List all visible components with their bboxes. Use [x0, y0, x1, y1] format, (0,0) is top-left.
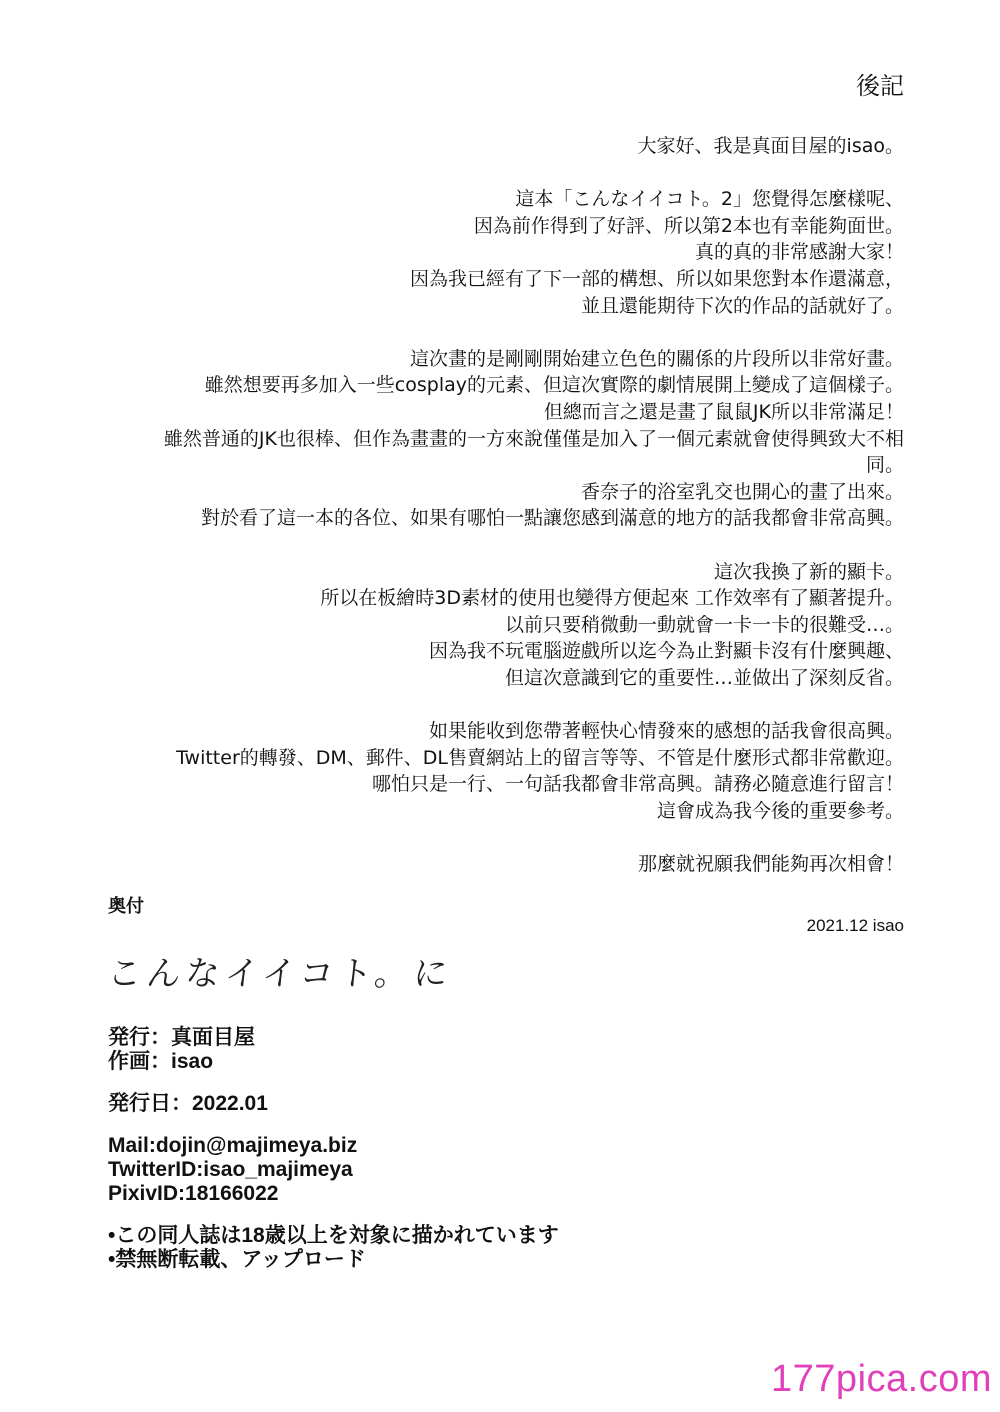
text-line: 哪怕只是一行、一句話我都會非常高興。請務必隨意進行留言！	[371, 773, 904, 796]
text-line: 這次畫的是剛剛開始建立色色的關係的片段所以非常好畫。	[409, 347, 904, 370]
artist: 作画：isao	[108, 1050, 214, 1073]
afterword-body	[44, 133, 904, 878]
afterword-paragraph-greeting	[44, 133, 904, 160]
text-line: 這本「こんなイイコト。2」您覺得怎麼樣呢、	[515, 188, 904, 211]
text-line: 對於看了這一本的各位、如果有哪怕一點讓您感到滿意的地方的話我都會非常高興。	[200, 507, 904, 530]
notice-no-reprint: •禁無断転載、アップロード	[108, 1248, 366, 1271]
afterword-paragraph-feedback	[44, 718, 904, 824]
text-line: 以前只要稍微動一動就會一卡一卡的很難受…。	[504, 613, 904, 636]
afterword-paragraph-gpu	[44, 559, 904, 692]
text-line: 因為前作得到了好評、所以第2本也有幸能夠面世。	[473, 214, 904, 237]
text-line: 香奈子的浴室乳交也開心的畫了出來。	[580, 480, 904, 503]
site-watermark: 177pica.com	[771, 1358, 992, 1400]
afterword-title: 後記	[856, 72, 904, 100]
release-date: 発行日：2022.01	[108, 1092, 268, 1115]
text-line: 這會成為我今後的重要參考。	[656, 799, 904, 822]
book-title-logo: こんなイイコト。に	[105, 954, 455, 994]
text-line: 所以在板繪時3D素材的使用也變得方便起來 工作效率有了顯著提升。	[320, 587, 904, 610]
twitter-id: TwitterID:isao_majimeya	[108, 1158, 353, 1181]
colophon-label: 奥付	[108, 896, 144, 917]
colophon-credits	[108, 1026, 559, 1272]
publisher: 発行：真面目屋	[108, 1026, 255, 1049]
text-line: 並且還能期待下次的作品的話就好了。	[580, 294, 904, 317]
text-line: 雖然想要再多加入一些cosplay的元素、但這次實際的劇情展開上變成了這個樣子。	[204, 374, 904, 397]
text-line: 那麼就祝願我們能夠再次相會！	[637, 853, 904, 876]
text-line: Twitter的轉發、DM、郵件、DL售賣網站上的留言等等、不管是什麼形式都非常歡迎。	[176, 746, 904, 769]
text-line: 如果能收到您帶著輕快心情發來的感想的話我會很高興。	[428, 720, 904, 743]
afterword-paragraph-closing	[44, 851, 904, 878]
afterword-paragraph-intro	[44, 186, 904, 319]
text-line: 雖然普通的JK也很棒、但作為畫畫的一方來說僅僅是加入了一個元素就會使得興致大不相	[163, 427, 904, 450]
text-line: 但這次意識到它的重要性…並做出了深刻反省。	[504, 666, 904, 689]
text-line: 這次我換了新的顯卡。	[713, 560, 904, 583]
mail-contact: Mail:dojin@majimeya.biz	[108, 1134, 358, 1157]
date-signature: 2021.12 isao	[806, 916, 904, 935]
text-line: 因為我不玩電腦遊戲所以迄今為止對顯卡沒有什麼興趣、	[428, 640, 904, 663]
pixiv-id: PixivID:18166022	[108, 1182, 279, 1205]
notice-age-restriction: •この同人誌は18歳以上を対象に描かれています	[108, 1224, 559, 1247]
text-line: 但總而言之還是畫了鼠鼠JK所以非常滿足！	[543, 400, 904, 423]
text-line: 因為我已經有了下一部的構想、所以如果您對本作還滿意，	[409, 267, 904, 290]
afterword-paragraph-content	[44, 346, 904, 532]
text-line: 真的真的非常感謝大家！	[694, 241, 904, 264]
text-line: 同。	[865, 454, 904, 477]
text-line: 大家好、我是真面目屋的isao。	[637, 135, 904, 157]
